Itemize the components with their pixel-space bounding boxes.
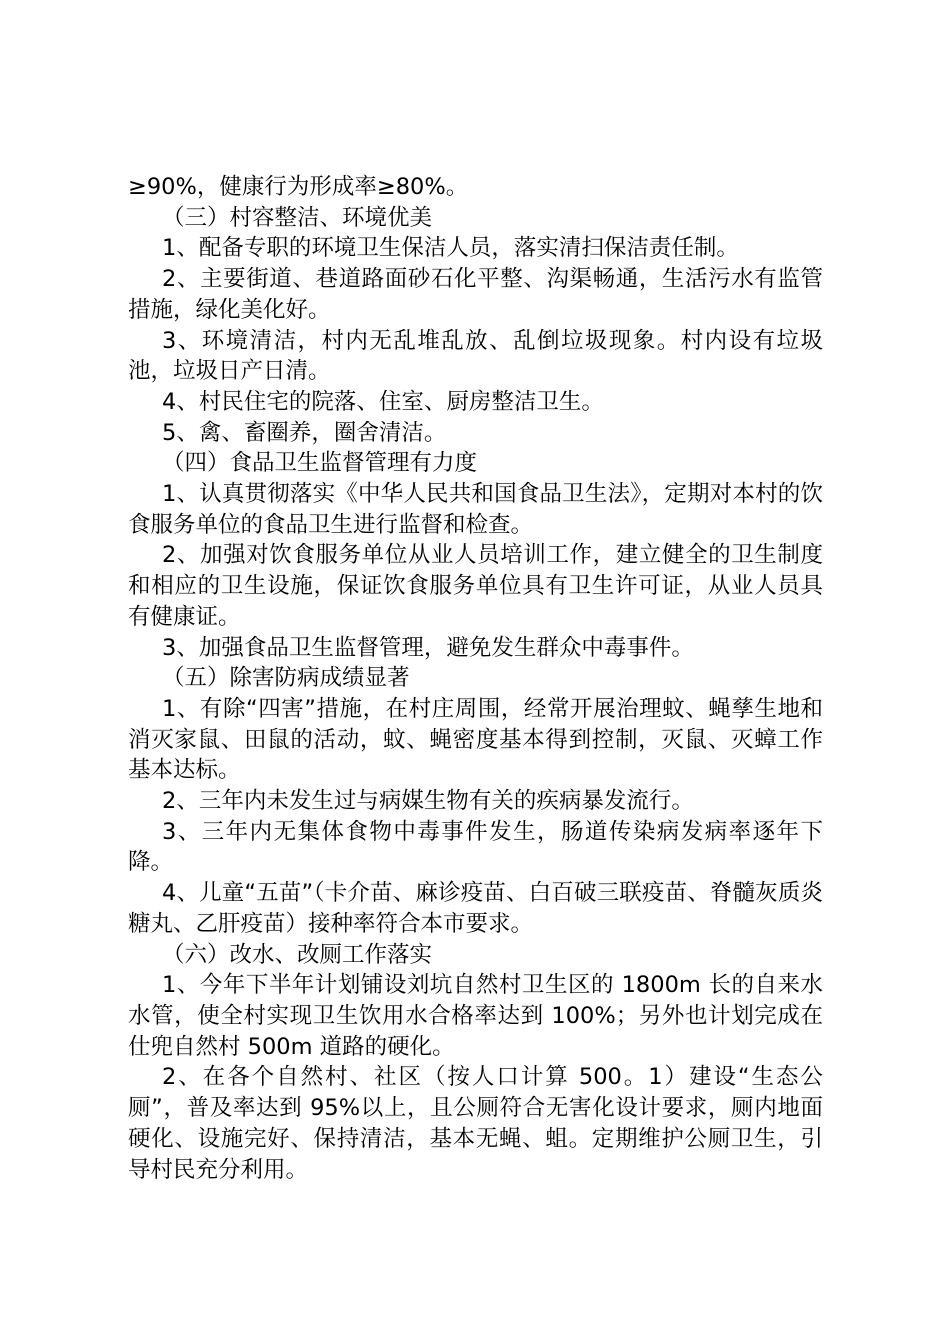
paragraph-item: 5、禽、畜圈养，圈舍清洁。 xyxy=(162,419,447,446)
section-heading-5: （五）除害防病成绩显著 xyxy=(162,665,410,692)
paragraph-item: 3、加强食品卫生监督管理，避免发生群众中毒事件。 xyxy=(162,634,694,661)
paragraph-item: 1、认真贯彻落实《中华人民共和国食品卫生法》，定期对本村的饮食服务单位的食品卫生进行监督和检查。 xyxy=(128,481,823,538)
paragraph-continued: ≥90%，健康行为形成率≥80%。 xyxy=(128,174,469,200)
paragraph-item: 3、三年内无集体食物中毒事件发生，肠道传染病发病率逐年下降。 xyxy=(128,818,823,876)
paragraph-item: 2、三年内未发生过与病媒生物有关的疾病暴发流行。 xyxy=(162,788,694,815)
section-heading-4: （四）食品卫生监督管理有力度 xyxy=(162,450,478,477)
paragraph-item: 1、配备专职的环境卫生保洁人员，落实清扫保洁责任制。 xyxy=(162,235,739,262)
paragraph-item: 4、儿童“五苗”（卡介苗、麻诊疫苗、白百破三联疫苗、脊髓灰质炎糖丸、乙肝疫苗）接种率符合本市要求。 xyxy=(128,880,823,937)
section-heading-6: （六）改水、改厕工作落实 xyxy=(162,941,433,968)
paragraph-item: 2、主要街道、巷道路面砂石化平整、沟渠畅通，生活污水有监管措施，绿化美化好。 xyxy=(128,266,823,323)
paragraph-item: 2、在各个自然村、社区（按人口计算 500。1）建设“生态公厕”，普及率达到 95%以上，且公厕符合无害化设计要求，厕内地面硬化、设施完好、保持清洁，基本无蝇、蛆。定期维护公厕卫生，引导村民充分利用。 xyxy=(128,1064,823,1183)
section-heading-3: （三）村容整洁、环境优美 xyxy=(162,204,433,231)
paragraph-item: 3、环境清洁，村内无乱堆乱放、乱倒垃圾现象。村内设有垃圾池，垃圾日产日清。 xyxy=(128,327,823,385)
paragraph-item: 2、加强对饮食服务单位从业人员培训工作，建立健全的卫生制度和相应的卫生设施，保证饮食服务单位具有卫生许可证，从业人员具有健康证。 xyxy=(128,542,823,630)
paragraph-item: 1、今年下半年计划铺设刘坑自然村卫生区的 1800m 长的自来水水管，使全村实现卫生饮用水合格率达到 100%；另外也计划完成在仕兜自然村 500m 道路的硬化。 xyxy=(128,972,823,1060)
paragraph-item: 1、有除“四害”措施，在村庄周围，经常开展治理蚊、蝇孳生地和消灭家鼠、田鼠的活动，蚊、蝇密度基本得到控制，灭鼠、灭蟑工作基本达标。 xyxy=(128,695,823,784)
document-body xyxy=(128,172,823,1185)
paragraph-item: 4、村民住宅的院落、住室、厨房整洁卫生。 xyxy=(162,388,604,415)
